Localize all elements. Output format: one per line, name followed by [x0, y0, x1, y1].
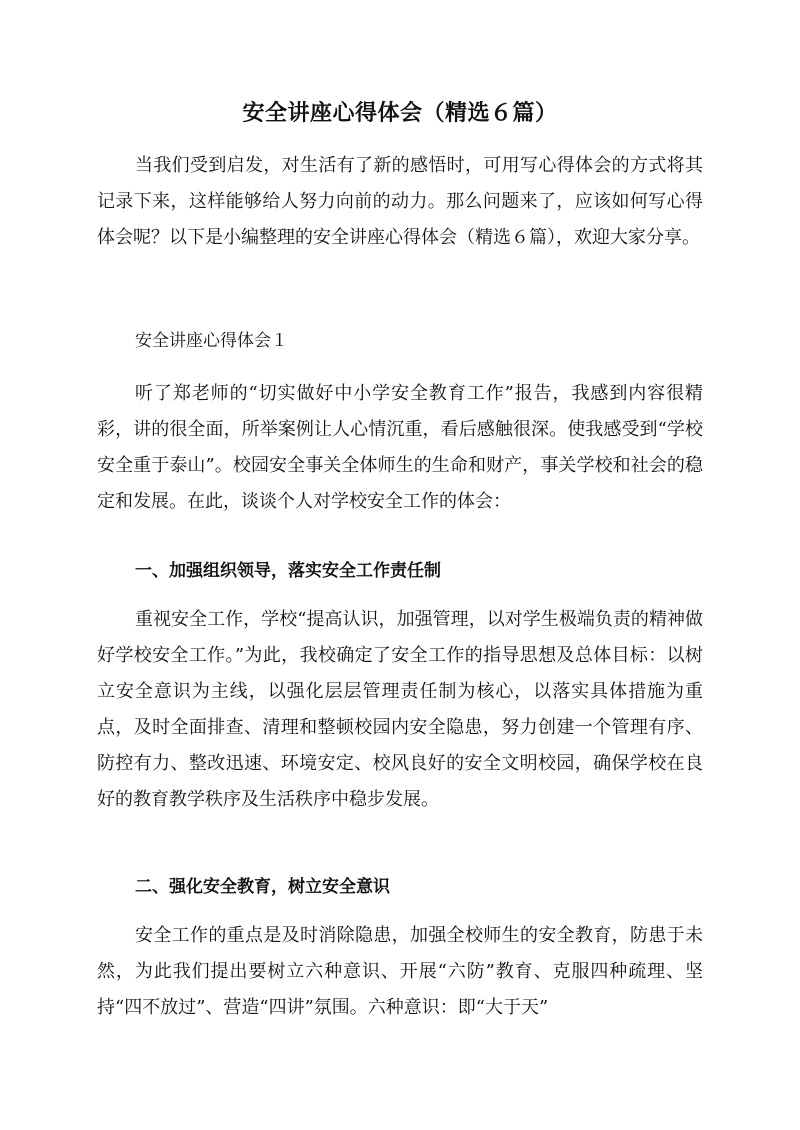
heading-strengthen-leadership: 一、加强组织领导，落实安全工作责任制 [135, 561, 441, 581]
section-1-paragraph: 听了郑老师的“切实做好中小学安全教育工作”报告，我感到内容很精彩，讲的很全面，所举案例让人心情沉重，看后感触很深。使我感受到“学校安全重于泰山”。校园安全事关全体师生的生命和财产，事关学校和社会的稳定和发展。在此，谈谈个人对学校安全工作的体会： [97, 383, 703, 512]
safety-education-paragraph: 安全工作的重点是及时消除隐患，加强全校师生的安全教育，防患于未然，为此我们提出要树立六种意识、开展“六防”教育、克服四种疏理、坚持“四不放过”、营造“四讲”氛围。六种意识：即“大于天” [97, 925, 703, 1018]
heading-safety-education: 二、强化安全教育，树立安全意识 [135, 877, 390, 897]
leadership-paragraph: 重视安全工作，学校“提高认识，加强管理，以对学生极端负责的精神做好学校安全工作。”为此，我校确定了安全工作的指导思想及总体目标：以树立安全意识为主线，以强化层层管理责任制为核心，以落实具体措施为重点，及时全面排查、清理和整顿校园内安全隐患，努力创建一个管理有序、防控有力、整改迅速、环境安定、校风良好的安全文明校园，确保学校在良好的教育教学秩序及生活秩序中稳步发展。 [97, 609, 703, 810]
intro-paragraph: 当我们受到启发，对生活有了新的感悟时，可用写心得体会的方式将其记录下来，这样能够给人努力向前的动力。那么问题来了，应该如何写心得体会呢？以下是小编整理的安全讲座心得体会（精选６篇），欢迎大家分享。 [97, 155, 703, 248]
section-1-title: 安全讲座心得体会１ [135, 331, 288, 351]
document-title: 安全讲座心得体会（精选６篇） [242, 100, 558, 126]
